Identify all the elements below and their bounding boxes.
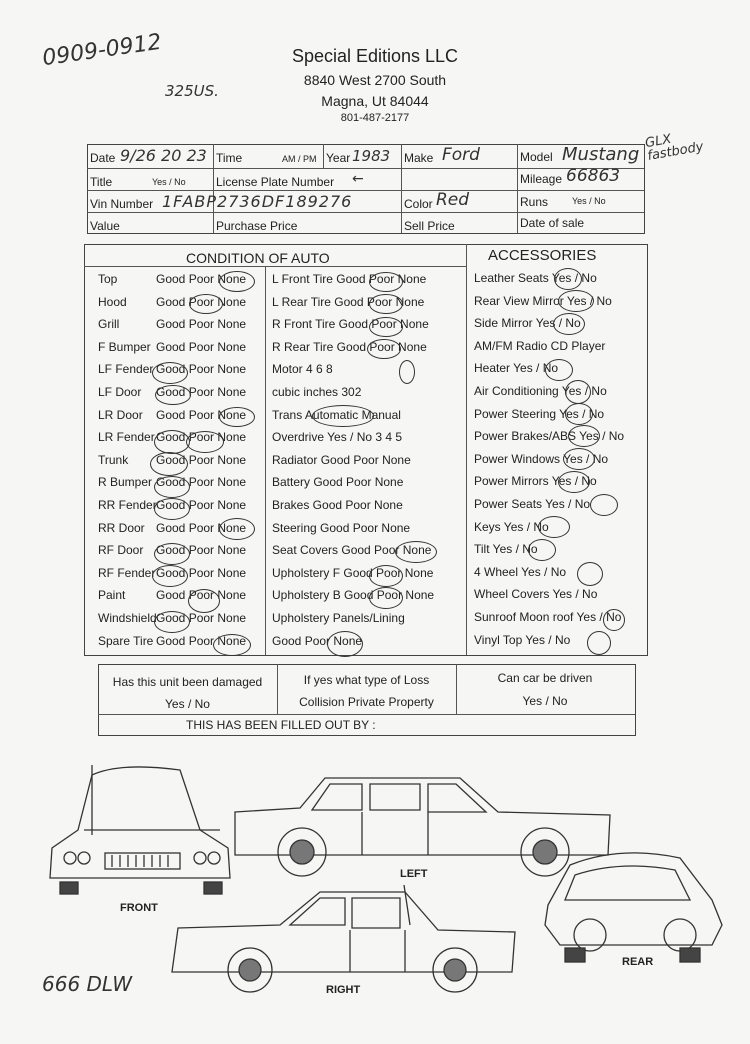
runs-yesno: Yes / No	[572, 196, 606, 206]
date-value[interactable]: 9/26 20 23	[120, 146, 207, 165]
filled-out-by-label: THIS HAS BEEN FILLED OUT BY :	[186, 718, 376, 732]
condition-item-label: RR Fender	[98, 498, 157, 512]
make-label: Make	[404, 151, 434, 165]
label-left: LEFT	[400, 868, 428, 880]
condition-item-right[interactable]: Overdrive Yes / No 3 4 5	[272, 430, 403, 445]
condition-item-right[interactable]: Upholstery B Good Poor None	[272, 588, 435, 603]
damage-answer[interactable]: Yes / No	[165, 697, 210, 711]
condition-options[interactable]: Good Poor None	[156, 520, 247, 535]
condition-item-label: LR Fender	[98, 430, 155, 445]
accessory-item[interactable]: Keys Yes / No	[474, 519, 549, 534]
accessory-item[interactable]: Leather Seats Yes / No	[474, 271, 597, 285]
condition-options[interactable]: Good Poor None	[156, 339, 247, 354]
accessory-item[interactable]: Sunroof Moon roof Yes / No	[474, 610, 622, 624]
company-address2: Magna, Ut 84044	[321, 93, 429, 109]
condition-item-right[interactable]: cubic inches 302	[272, 385, 362, 399]
condition-item-label: LF Fender	[98, 362, 154, 377]
accessory-item[interactable]: Power Mirrors Yes / No	[474, 474, 597, 489]
company-address1: 8840 West 2700 South	[303, 72, 447, 88]
condition-options[interactable]: Good Poor None	[156, 430, 247, 445]
date-of-sale-label: Date of sale	[520, 216, 585, 230]
accessory-item[interactable]: Power Brakes/ABS Yes / No	[474, 429, 625, 444]
condition-options[interactable]: Good Poor None	[156, 498, 247, 512]
accessory-item[interactable]: Tilt Yes / No	[474, 542, 538, 557]
license-label: License Plate Number	[216, 175, 335, 189]
condition-item-label: LR Door	[98, 407, 143, 422]
condition-options[interactable]: Good Poor None	[156, 317, 247, 332]
accessories-heading: ACCESSORIES	[488, 247, 597, 264]
accessory-item[interactable]: Power Seats Yes / No	[474, 497, 591, 511]
condition-options[interactable]: Good Poor None	[156, 633, 247, 648]
condition-item-label: Trunk	[98, 452, 129, 467]
condition-item-right[interactable]: Steering Good Poor None	[272, 520, 411, 535]
condition-item-right[interactable]: Good Poor None	[272, 633, 363, 648]
condition-options[interactable]: Good Poor None	[156, 294, 247, 309]
condition-item-right[interactable]: R Front Tire Good Poor None	[272, 317, 429, 332]
car-front-view	[50, 765, 230, 894]
condition-options[interactable]: Good Poor None	[156, 385, 247, 399]
car-left-view	[235, 778, 610, 876]
condition-item-right[interactable]: Battery Good Poor None	[272, 475, 404, 490]
condition-item-label: Hood	[98, 294, 127, 309]
note-top-left: 0909-0912	[40, 29, 164, 72]
condition-options[interactable]: Good Poor None	[156, 452, 247, 467]
purchase-price-label: Purchase Price	[216, 219, 298, 233]
condition-item-label: RF Fender	[98, 565, 156, 580]
condition-options[interactable]: Good Poor None	[156, 362, 247, 377]
vin-value[interactable]: 1FABP2736DF189276	[162, 192, 353, 211]
accessory-item[interactable]: 4 Wheel Yes / No	[474, 564, 567, 579]
condition-item-right[interactable]: L Front Tire Good Poor None	[272, 272, 427, 286]
condition-options[interactable]: Good Poor None	[156, 475, 247, 490]
accessory-item[interactable]: Vinyl Top Yes / No	[474, 632, 571, 647]
value-label: Value	[90, 219, 120, 233]
condition-options[interactable]: Good Poor None	[156, 407, 247, 422]
vin-label: Vin Number	[90, 197, 154, 211]
note-top-sub: 325US.	[165, 82, 219, 100]
car-rear-view	[545, 853, 722, 962]
loss-type-question: If yes what type of Loss	[303, 673, 430, 687]
company-name: Special Editions LLC	[291, 46, 459, 66]
title-yesno: Yes / No	[152, 177, 186, 187]
condition-item-right[interactable]: Brakes Good Poor None	[272, 498, 403, 512]
condition-item-label: Top	[98, 272, 118, 286]
color-value[interactable]: Red	[436, 190, 470, 210]
condition-item-right[interactable]: Radiator Good Poor None	[272, 452, 411, 467]
label-front: FRONT	[120, 902, 158, 914]
driven-answer[interactable]: Yes / No	[522, 694, 568, 708]
condition-options[interactable]: Good Poor None	[156, 272, 247, 286]
condition-item-label: Grill	[98, 317, 120, 332]
make-value[interactable]: Ford	[442, 145, 480, 165]
condition-item-right[interactable]: Seat Covers Good Poor None	[272, 543, 432, 558]
condition-options[interactable]: Good Poor None	[156, 611, 247, 625]
condition-options[interactable]: Good Poor None	[156, 543, 247, 558]
company-phone: 801-487-2177	[340, 112, 410, 124]
damage-question: Has this unit been damaged	[112, 675, 263, 689]
driven-question: Can car be driven	[497, 671, 593, 685]
label-rear: REAR	[622, 956, 654, 968]
condition-item-label: R Bumper	[98, 475, 153, 490]
runs-label: Runs	[520, 195, 549, 209]
condition-item-right[interactable]: L Rear Tire Good Poor None	[272, 294, 425, 309]
accessory-item[interactable]: Power Windows Yes / No	[474, 451, 609, 466]
condition-item-label: Windshield	[98, 611, 157, 625]
accessory-item[interactable]: Air Conditioning Yes / No	[474, 384, 607, 398]
time-label: Time	[216, 151, 243, 165]
accessory-item[interactable]: Rear View Mirror Yes / No	[474, 293, 612, 308]
model-value[interactable]: Mustang	[562, 144, 640, 165]
condition-item-label: LF Door	[98, 385, 142, 399]
accessory-item[interactable]: Wheel Covers Yes / No	[474, 587, 598, 602]
condition-item-label: RR Door	[98, 520, 145, 535]
condition-item-label: Spare Tire	[98, 633, 154, 648]
condition-item-label: F Bumper	[98, 339, 151, 354]
condition-item-label: Paint	[98, 588, 126, 603]
license-value[interactable]: ←	[352, 171, 364, 187]
accessory-item[interactable]: Power Steering Yes / No	[474, 406, 605, 421]
condition-item-right[interactable]: Upholstery F Good Poor None	[272, 565, 434, 580]
car-right-view	[172, 885, 515, 992]
accessory-item[interactable]: AM/FM Radio CD Player	[474, 338, 606, 353]
year-value[interactable]: 1983	[352, 147, 391, 165]
note-top-right: GLX fastbody	[644, 131, 705, 164]
condition-heading: CONDITION OF AUTO	[186, 250, 330, 266]
condition-options[interactable]: Good Poor None	[156, 565, 247, 580]
accessory-item[interactable]: Side Mirror Yes / No	[474, 316, 581, 331]
color-label: Color	[404, 197, 433, 211]
condition-options[interactable]: Good Poor None	[156, 588, 247, 603]
condition-item-label: RF Door	[98, 543, 144, 558]
title-label: Title	[90, 175, 113, 189]
label-right: RIGHT	[326, 984, 361, 996]
year-label: Year	[326, 151, 351, 165]
mileage-label: Mileage	[520, 172, 563, 186]
mileage-value[interactable]: 66863	[566, 166, 621, 186]
sell-price-label: Sell Price	[404, 219, 455, 233]
condition-item-right[interactable]: R Rear Tire Good Poor None	[272, 339, 427, 354]
condition-item-right[interactable]: Motor 4 6 8	[272, 362, 333, 377]
date-label: Date	[90, 151, 116, 165]
accessory-item[interactable]: Heater Yes / No	[474, 361, 559, 376]
ampm: AM / PM	[282, 154, 317, 164]
condition-item-right[interactable]: Trans Automatic Manual	[272, 407, 401, 422]
condition-item-right[interactable]: Upholstery Panels/Lining	[272, 611, 405, 625]
model-label: Model	[520, 150, 553, 164]
note-bottom-left: 666 DLW	[42, 972, 133, 996]
loss-type-answer[interactable]: Collision Private Property	[299, 695, 434, 709]
